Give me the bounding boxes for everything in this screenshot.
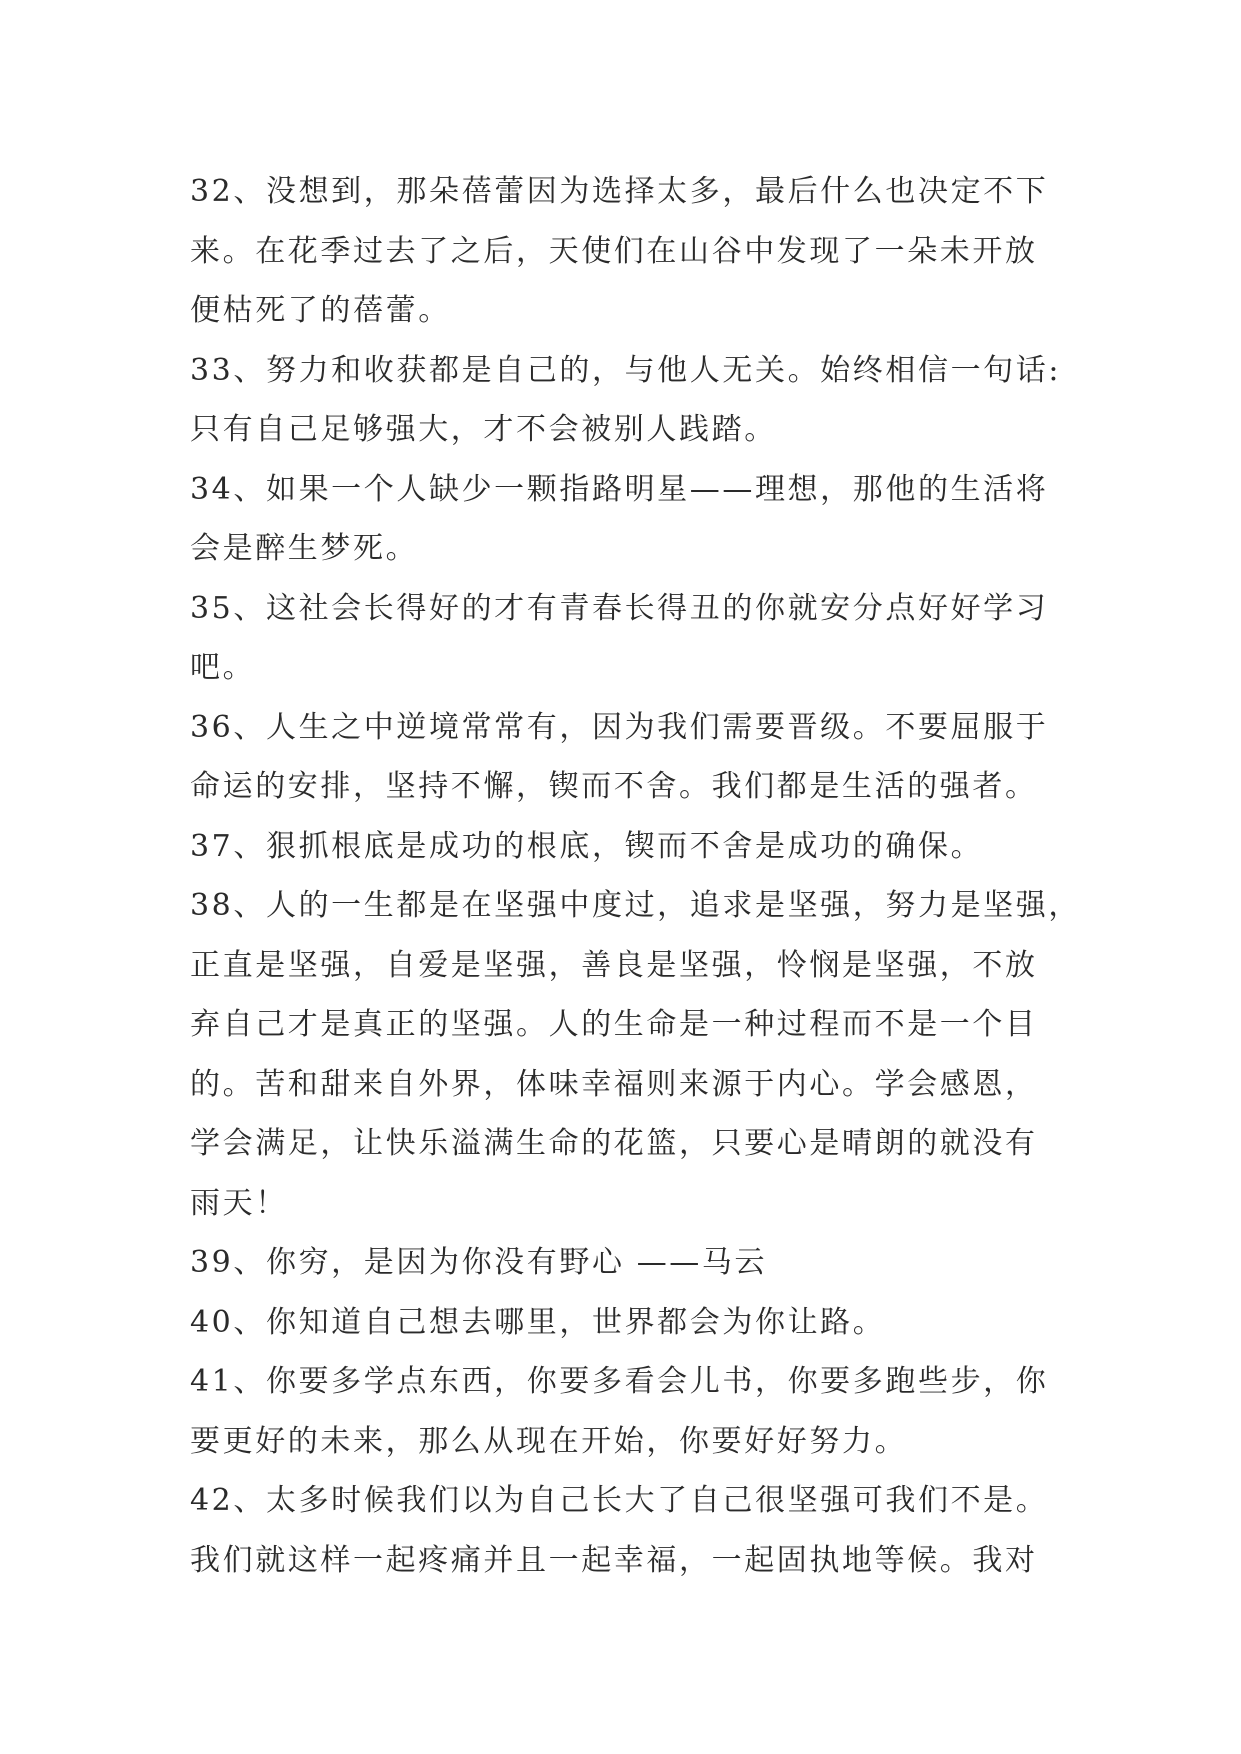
- text-line: 36、人生之中逆境常常有，因为我们需要晋级。不要屈服于: [190, 709, 1049, 745]
- text-line: 会是醉生梦死。: [190, 531, 419, 566]
- text-line: 便枯死了的蓓蕾。: [190, 293, 451, 328]
- text-line: 35、这社会长得好的才有青春长得丑的你就安分点好好学习: [190, 590, 1049, 626]
- document-body: [190, 162, 1081, 1590]
- text-line: 37、狠抓根底是成功的根底，锲而不舍是成功的确保。: [190, 828, 984, 864]
- text-line: 的。苦和甜来自外界，体味幸福则来源于内心。学会感恩，: [190, 1066, 1038, 1102]
- text-line: 只有自己足够强大，才不会被别人践踏。: [190, 412, 777, 447]
- text-line: 42、太多时候我们以为自己长大了自己很坚强可我们不是。: [190, 1483, 1049, 1518]
- text-line: 32、没想到，那朵蓓蕾因为选择太多，最后什么也决定不下: [190, 174, 1049, 209]
- text-line: 34、如果一个人缺少一颗指路明星——理想，那他的生活将: [190, 471, 1049, 507]
- text-line: 要更好的未来，那么从现在开始，你要好好努力。: [190, 1423, 908, 1459]
- text-line: 学会满足，让快乐溢满生命的花篮，只要心是晴朗的就没有: [190, 1126, 1038, 1161]
- text-line: 来。在花季过去了之后，天使们在山谷中发现了一朵未开放: [190, 233, 1038, 269]
- text-line: 正直是坚强，自爱是坚强，善良是坚强，怜悯是坚强，不放: [190, 947, 1038, 983]
- text-line: 39、你穷，是因为你没有野心 ——马云: [190, 1245, 768, 1280]
- text-line: 弃自己才是真正的坚强。人的生命是一种过程而不是一个目: [190, 1007, 1038, 1042]
- text-line: 41、你要多学点东西，你要多看会儿书，你要多跑些步，你: [190, 1364, 1049, 1399]
- text-line: 雨天！: [190, 1185, 288, 1221]
- text-line: 38、人的一生都是在坚强中度过，追求是坚强，努力是坚强，: [190, 888, 1081, 923]
- text-line: 我们就这样一起疼痛并且一起幸福，一起固执地等候。我对: [190, 1542, 1038, 1578]
- text-line: 吧。: [190, 650, 256, 685]
- text-line: 33、努力和收获都是自己的，与他人无关。始终相信一句话:: [190, 352, 1062, 388]
- text-line: 40、你知道自己想去哪里，世界都会为你让路。: [190, 1304, 886, 1340]
- text-line: 命运的安排，坚持不懈，锲而不舍。我们都是生活的强者。: [190, 769, 1038, 804]
